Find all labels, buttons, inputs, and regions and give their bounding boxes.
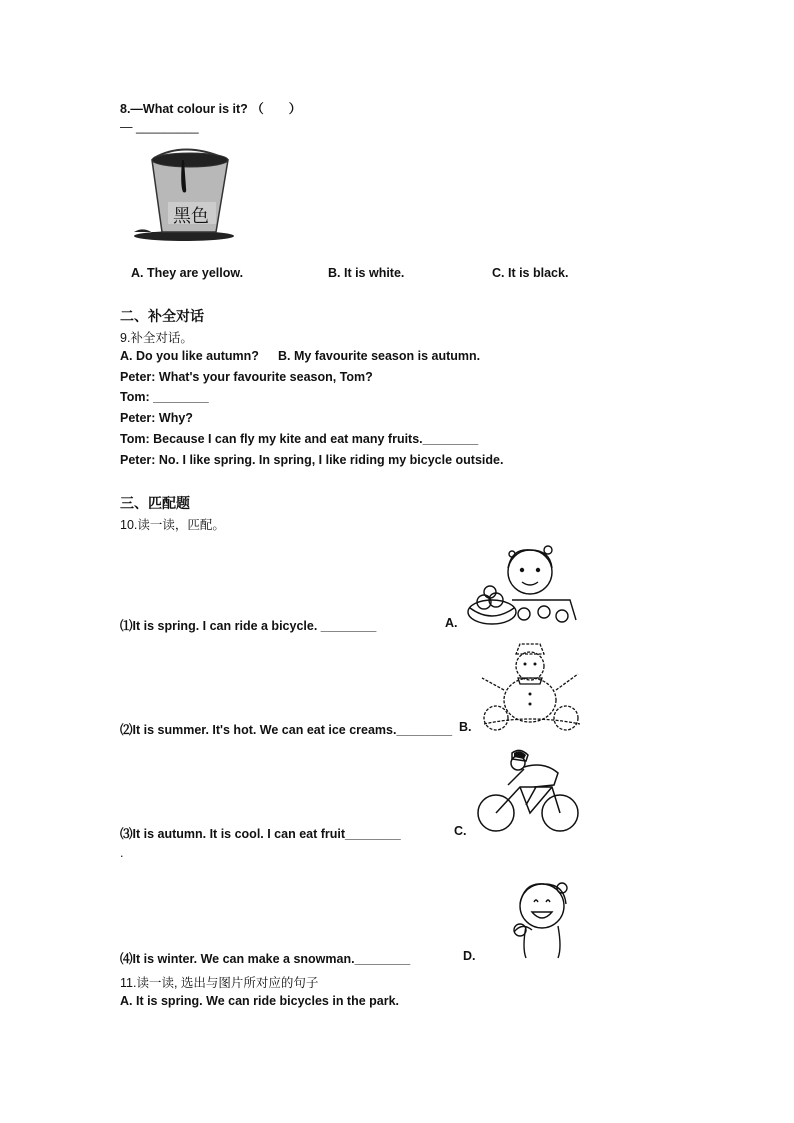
- dialogue-line-5: Peter: No. I like spring. In spring, I like riding my bicycle outside.: [120, 453, 504, 467]
- q9-title: 9.补全对话。: [120, 331, 193, 345]
- dialogue-line-4: Tom: Because I can fly my kite and eat many fruits.________: [120, 432, 479, 446]
- picture-letter-c: C.: [454, 824, 467, 838]
- match-item-3: ⑶It is autumn. It is cool. I can eat fruit________: [120, 827, 401, 841]
- dialogue-line-1: Peter: What's your favourite season, Tom?: [120, 370, 373, 384]
- match-item-2: ⑵It is summer. It's hot. We can eat ice creams.________: [120, 723, 453, 737]
- q9-choice-a: A. Do you like autumn?: [120, 349, 259, 363]
- child-eating-fruit-picture: [462, 542, 580, 628]
- match-item-4: ⑷It is winter. We can make a snowman.________: [120, 952, 411, 966]
- q8-option-b: B. It is white.: [328, 266, 405, 280]
- q9-choice-b: B. My favourite season is autumn.: [278, 349, 481, 363]
- cyclist-picture: [474, 747, 582, 835]
- q8-option-c: C. It is black.: [492, 266, 569, 280]
- dialogue-line-3: Peter: Why?: [120, 411, 193, 425]
- picture-letter-a: A.: [445, 616, 458, 630]
- bucket-label: 黑色: [173, 206, 209, 227]
- q8-option-a: A. They are yellow.: [131, 266, 244, 280]
- dialogue-line-2: Tom: ________: [120, 390, 209, 404]
- girl-with-ice-cream-picture: [504, 878, 584, 958]
- match-item-1: ⑴It is spring. I can ride a bicycle. ________: [120, 619, 377, 633]
- picture-letter-d: D.: [463, 949, 476, 963]
- stray-dot: .: [120, 846, 124, 860]
- section3-heading: 三、匹配题: [120, 495, 190, 511]
- q11-title: 11.读一读, 选出与图片所对应的句子: [120, 976, 319, 990]
- paint-bucket-picture: [124, 146, 244, 246]
- q10-title: 10.读一读，匹配。: [120, 518, 225, 532]
- q8-question: 8.—What colour is it? （ ）: [120, 102, 302, 116]
- section2-heading: 二、补全对话: [120, 308, 204, 324]
- q8-answer-blank: — _________: [120, 120, 199, 134]
- picture-letter-b: B.: [459, 720, 472, 734]
- snowman-picture: [474, 644, 586, 732]
- q11-option-a: A. It is spring. We can ride bicycles in the park.: [120, 994, 400, 1008]
